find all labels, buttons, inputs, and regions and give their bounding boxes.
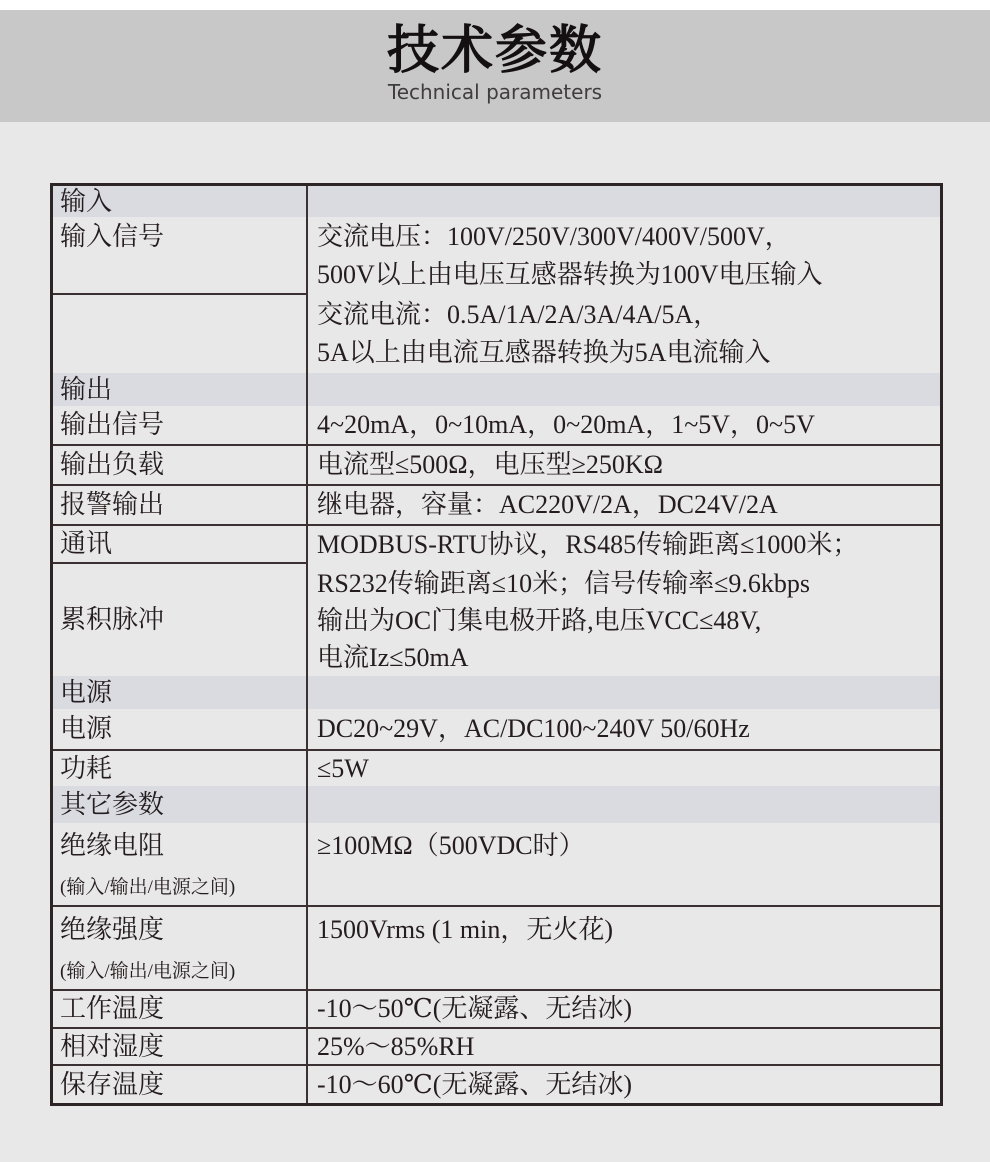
section-label [53, 676, 308, 709]
row-value [308, 907, 940, 989]
row-label-note: (输入/输出/电源之间) [60, 877, 236, 898]
row-label-text: 累积脉冲 [60, 605, 165, 634]
value-line: 电流Iz≤50mA [317, 642, 469, 672]
row-label [53, 751, 308, 786]
table-row-output-load [53, 446, 940, 486]
row-label [53, 907, 308, 989]
section-label-text: 电源 [60, 677, 113, 707]
table-row-output-signal [53, 406, 940, 446]
table-section-row-power [53, 676, 940, 709]
table-row-storage-temperature [53, 1066, 940, 1103]
section-label [53, 786, 308, 823]
page-title: 技术参数 [386, 21, 603, 81]
row-label-text: 功耗 [60, 753, 113, 783]
section-label-text: 输入 [60, 186, 113, 216]
row-label [53, 406, 308, 444]
row-label-text: 保存温度 [60, 1069, 165, 1099]
row-label [53, 217, 308, 295]
value-line: -10～60℃(无凝露、无结冰) [317, 1069, 633, 1099]
row-value [308, 751, 940, 786]
section-value [308, 786, 940, 823]
row-value [308, 823, 940, 905]
row-value [308, 991, 940, 1027]
row-label-text: 通讯 [60, 529, 113, 558]
row-value [308, 526, 940, 564]
row-label [53, 486, 308, 524]
row-label [53, 295, 308, 373]
row-label-text: 报警输出 [60, 490, 165, 519]
row-value [308, 1029, 940, 1064]
row-label-text: 输入信号 [60, 222, 165, 251]
value-line: -10～50℃(无凝露、无结冰) [317, 994, 633, 1023]
section-value [308, 186, 940, 217]
value-line: 电流型≤500Ω，电压型≥250KΩ [317, 450, 663, 479]
value-line: 25%～85%RH [317, 1031, 475, 1061]
table-row-power-consumption [53, 751, 940, 786]
row-label-text: 输出信号 [60, 410, 165, 439]
row-value [308, 217, 940, 295]
row-label [53, 823, 308, 905]
row-label [53, 1029, 308, 1064]
row-value [308, 709, 940, 749]
row-label [53, 446, 308, 484]
value-line: 1500Vrms (1 min，无火花) [317, 915, 613, 944]
value-line: DC20~29V，AC/DC100~240V 50/60Hz [317, 714, 750, 743]
row-label [53, 991, 308, 1027]
row-label-text: 电源 [60, 714, 113, 743]
row-label [53, 564, 308, 676]
value-line: 500V以上由电压互感器转换为100V电压输入 [317, 260, 823, 289]
value-line: MODBUS-RTU协议，RS485传输距离≤1000米； [317, 530, 859, 559]
section-value [308, 676, 940, 709]
row-value [308, 446, 940, 484]
row-label-text: 绝缘强度 [60, 915, 165, 944]
row-label [53, 526, 308, 564]
row-label-text: 输出负载 [60, 450, 165, 479]
table-section-row-output [53, 373, 940, 406]
row-label-text: 相对湿度 [60, 1031, 165, 1061]
table-row-working-temperature [53, 991, 940, 1029]
title-band [0, 10, 990, 122]
table-row-alarm-output [53, 486, 940, 526]
table-row-input-signal [53, 217, 940, 295]
row-value [308, 564, 940, 676]
table-row-relative-humidity [53, 1029, 940, 1066]
page-subtitle: Technical parameters [387, 80, 603, 104]
value-line: RS232传输距离≤10米；信号传输率≤9.6kbps [317, 568, 810, 598]
table-row-communication [53, 526, 940, 564]
table-row-power-supply [53, 709, 940, 751]
value-line: 交流电流：0.5A/1A/2A/3A/4A/5A， [317, 300, 720, 329]
row-label-text: 工作温度 [60, 994, 165, 1023]
table-row-input-current [53, 295, 940, 373]
value-line: ≥100MΩ（500VDC时） [317, 831, 585, 860]
spec-table [50, 183, 943, 1106]
value-line: ≤5W [317, 753, 369, 783]
section-value [308, 373, 940, 406]
value-line: 输出为OC门集电极开路,电压VCC≤48V, [317, 605, 762, 635]
value-line: 继电器，容量：AC220V/2A，DC24V/2A [317, 490, 778, 519]
table-row-insulation-resistance [53, 823, 940, 907]
row-label [53, 709, 308, 749]
table-section-row-other [53, 786, 940, 823]
row-value [308, 486, 940, 524]
table-row-insulation-strength [53, 907, 940, 991]
section-label-text: 其它参数 [60, 789, 165, 819]
section-label [53, 186, 308, 217]
row-value [308, 295, 940, 373]
section-label-text: 输出 [60, 374, 113, 404]
value-line: 5A以上由电流互感器转换为5A电流输入 [317, 338, 771, 367]
section-label [53, 373, 308, 406]
table-row-accumulated-pulse [53, 564, 940, 676]
row-value [308, 406, 940, 444]
row-label-note: (输入/输出/电源之间) [60, 961, 236, 982]
value-line: 4~20mA，0~10mA，0~20mA，1~5V，0~5V [317, 410, 815, 439]
row-value [308, 1066, 940, 1103]
table-section-row-input [53, 186, 940, 217]
row-label-text: 绝缘电阻 [60, 831, 165, 860]
top-strip [0, 0, 990, 10]
row-label [53, 1066, 308, 1103]
value-line: 交流电压：100V/250V/300V/400V/500V， [317, 222, 791, 251]
